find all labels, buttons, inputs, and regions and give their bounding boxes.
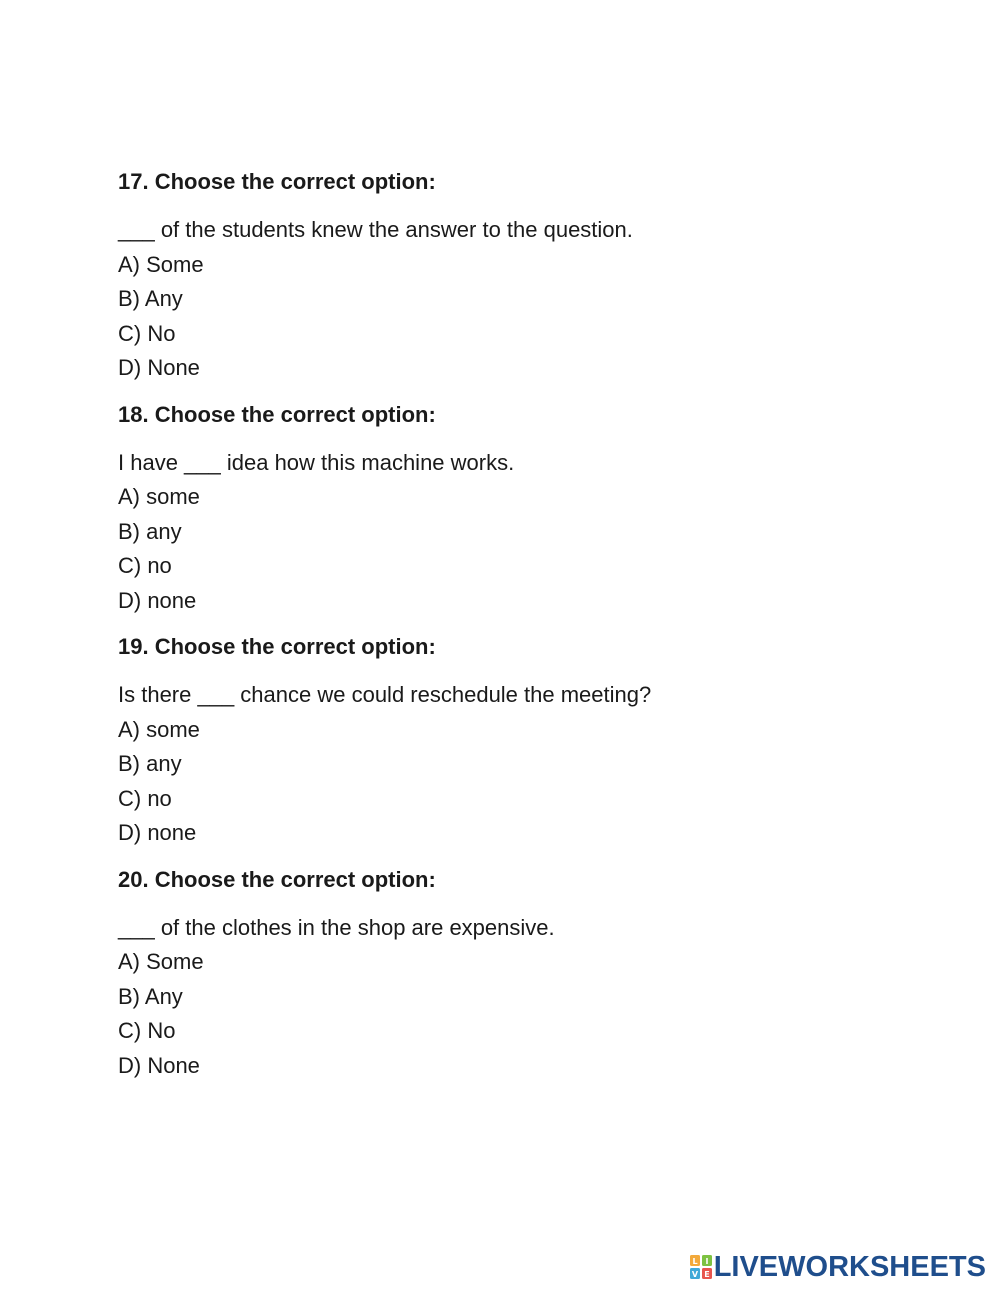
svg-text:L: L xyxy=(692,1257,698,1266)
svg-text:I: I xyxy=(705,1257,709,1266)
question-19 xyxy=(118,631,938,851)
option-c[interactable]: C) No xyxy=(118,320,176,346)
option-b[interactable]: B) Any xyxy=(118,286,183,311)
worksheet-page xyxy=(118,166,938,1096)
question-18 xyxy=(118,399,938,619)
liveworksheets-logo-icon xyxy=(690,1255,712,1279)
question-prompt: I have ___ idea how this machine works. xyxy=(118,449,515,475)
liveworksheets-logo xyxy=(690,1250,986,1284)
option-b[interactable]: B) Any xyxy=(118,983,183,1009)
option-a[interactable]: A) some xyxy=(118,484,200,509)
option-d[interactable]: D) None xyxy=(118,1052,200,1078)
question-prompt: Is there ___ chance we could reschedule the meeting? xyxy=(118,682,652,707)
option-c[interactable]: C) no xyxy=(118,553,172,578)
option-c[interactable]: C) no xyxy=(118,785,172,811)
option-b[interactable]: B) any xyxy=(118,751,182,776)
option-d[interactable]: D) None xyxy=(118,355,200,380)
option-a[interactable]: A) Some xyxy=(118,949,204,974)
question-prompt: ___ of the clothes in the shop are expensive. xyxy=(118,914,555,940)
question-heading: 20. Choose the correct option: xyxy=(118,866,436,892)
question-20 xyxy=(118,864,938,1084)
svg-text:E: E xyxy=(703,1270,710,1279)
question-heading: 18. Choose the correct option: xyxy=(118,401,436,427)
question-heading: 17. Choose the correct option: xyxy=(118,169,436,194)
option-d[interactable]: D) none xyxy=(118,820,197,845)
svg-text:V: V xyxy=(691,1270,698,1279)
question-17 xyxy=(118,166,938,386)
option-a[interactable]: A) Some xyxy=(118,251,204,277)
question-heading: 19. Choose the correct option: xyxy=(118,634,436,659)
option-b[interactable]: B) any xyxy=(118,518,182,544)
logo-text: LIVEWORKSHEETS xyxy=(713,1251,986,1283)
option-a[interactable]: A) some xyxy=(118,716,200,742)
option-d[interactable]: D) none xyxy=(118,587,197,613)
question-prompt: ___ of the students knew the answer to the question. xyxy=(118,217,633,242)
option-c[interactable]: C) No xyxy=(118,1018,176,1043)
